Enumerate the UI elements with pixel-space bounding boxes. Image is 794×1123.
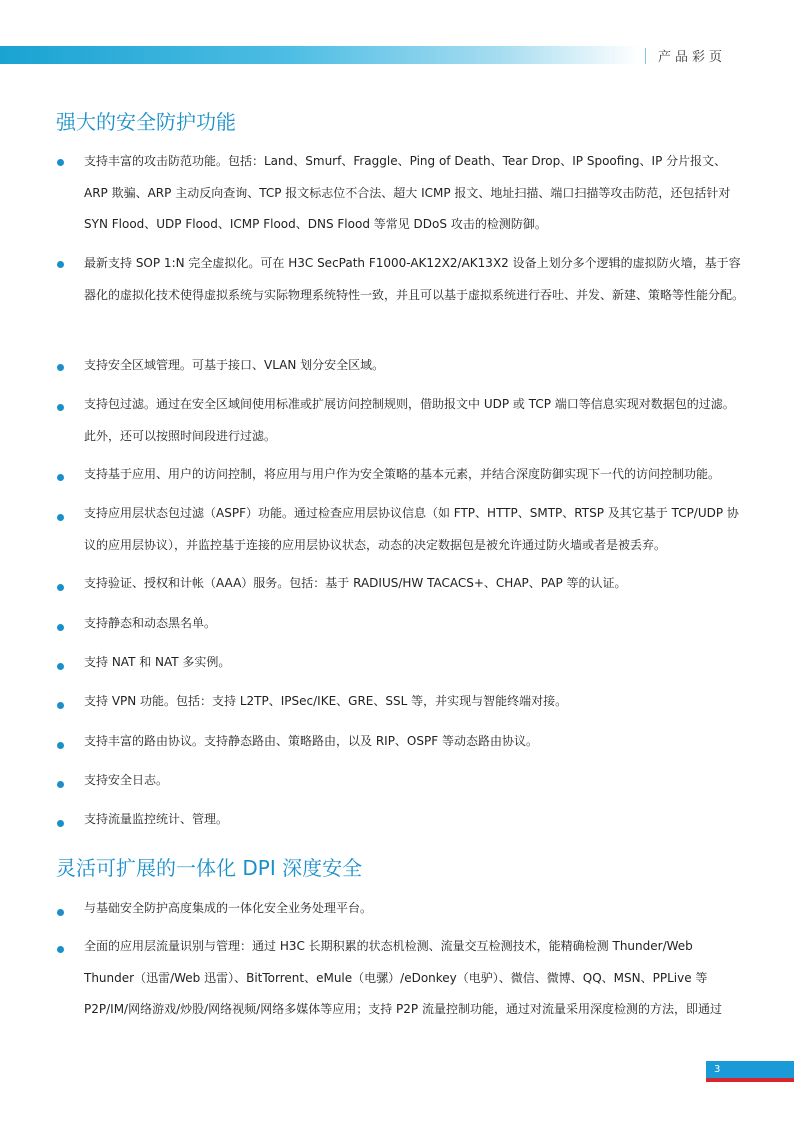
list-item: 支持安全日志。: [84, 773, 169, 787]
header-divider: [645, 48, 646, 64]
bullet-icon: [57, 261, 64, 268]
bullet-icon: [57, 909, 64, 916]
list-item: 全面的应用层流量识别与管理：通过 H3C 长期积累的状态机检测、流量交互检测技术，能精确检测 Thunder/Web Thunder（迅雷/Web 迅雷）、BitTorrent、eMule（电骡）/eDonkey（电驴）、微信、微博、QQ、MSN、PPLive 等 P2P/IM/网络游戏/炒股/网络视频/网络多媒体等应用；支持 P2P 流量控制功能，通过对流量采用深度检测的方法，即通过: [84, 939, 722, 1016]
bullet-icon: [57, 404, 64, 411]
section-heading: 强大的安全防护功能: [56, 110, 236, 134]
section-heading: 灵活可扩展的一体化 DPI 深度安全: [56, 856, 363, 880]
list-item: 支持验证、授权和计帐（AAA）服务。包括：基于 RADIUS/HW TACACS+、CHAP、PAP 等的认证。: [84, 576, 627, 590]
page-number: 3: [706, 1061, 794, 1078]
bullet-icon: [57, 702, 64, 709]
bullet-icon: [57, 624, 64, 631]
header-accent-bar: [0, 46, 640, 64]
bullet-icon: [57, 474, 64, 481]
bullet-icon: [57, 364, 64, 371]
list-item: 支持丰富的攻击防范功能。包括：Land、Smurf、Fraggle、Ping of Death、Tear Drop、IP Spoofing、IP 分片报文、ARP 欺骗、ARP 主动反向查询、TCP 报文标志位不合法、超大 ICMP 报文、地址扫描、端口扫描等攻击防范，还包括针对 SYN Flood、UDP Flood、ICMP Flood、DNS Flood 等常见 DDoS 攻击的检测防御。: [84, 154, 731, 231]
list-item: 与基础安全防护高度集成的一体化安全业务处理平台。: [84, 901, 373, 915]
bullet-icon: [57, 584, 64, 591]
header-title: 产品彩页: [658, 50, 727, 65]
bullet-icon: [57, 742, 64, 749]
list-item: 支持流量监控统计、管理。: [84, 812, 229, 826]
list-item: 支持 NAT 和 NAT 多实例。: [84, 655, 231, 669]
bullet-icon: [57, 514, 64, 521]
list-item: 支持应用层状态包过滤（ASPF）功能。通过检查应用层协议信息（如 FTP、HTTP、SMTP、RTSP 及其它基于 TCP/UDP 协议的应用层协议），并监控基于连接的应用层协议状态，动态的决定数据包是被允许通过防火墙或者是被丢弃。: [84, 506, 739, 552]
list-item: 支持安全区域管理。可基于接口、VLAN 划分安全区域。: [84, 358, 385, 372]
bullet-icon: [57, 781, 64, 788]
bullet-icon: [57, 159, 64, 166]
footer-accent-bar: [706, 1078, 794, 1082]
list-item: 支持基于应用、用户的访问控制，将应用与用户作为安全策略的基本元素，并结合深度防御实现下一代的访问控制功能。: [84, 467, 721, 481]
list-item: 支持 VPN 功能。包括：支持 L2TP、IPSec/IKE、GRE、SSL 等，并实现与智能终端对接。: [84, 694, 568, 708]
bullet-icon: [57, 663, 64, 670]
list-item: 支持包过滤。通过在安全区域间使用标准或扩展访问控制规则，借助报文中 UDP 或 TCP 端口等信息实现对数据包的过滤。此外，还可以按照时间段进行过滤。: [84, 397, 735, 443]
bullet-icon: [57, 946, 64, 953]
list-item: 支持丰富的路由协议。支持静态路由、策略路由，以及 RIP、OSPF 等动态路由协议。: [84, 734, 538, 748]
list-item: 最新支持 SOP 1:N 完全虚拟化。可在 H3C SecPath F1000-AK12X2/AK13X2 设备上划分多个逻辑的虚拟防火墙，基于容器化的虚拟化技术使得虚拟系统与实际物理系统特性一致，并且可以基于虚拟系统进行吞吐、并发、新建、策略等性能分配。: [84, 256, 745, 302]
bullet-icon: [57, 820, 64, 827]
list-item: 支持静态和动态黑名单。: [84, 616, 217, 630]
